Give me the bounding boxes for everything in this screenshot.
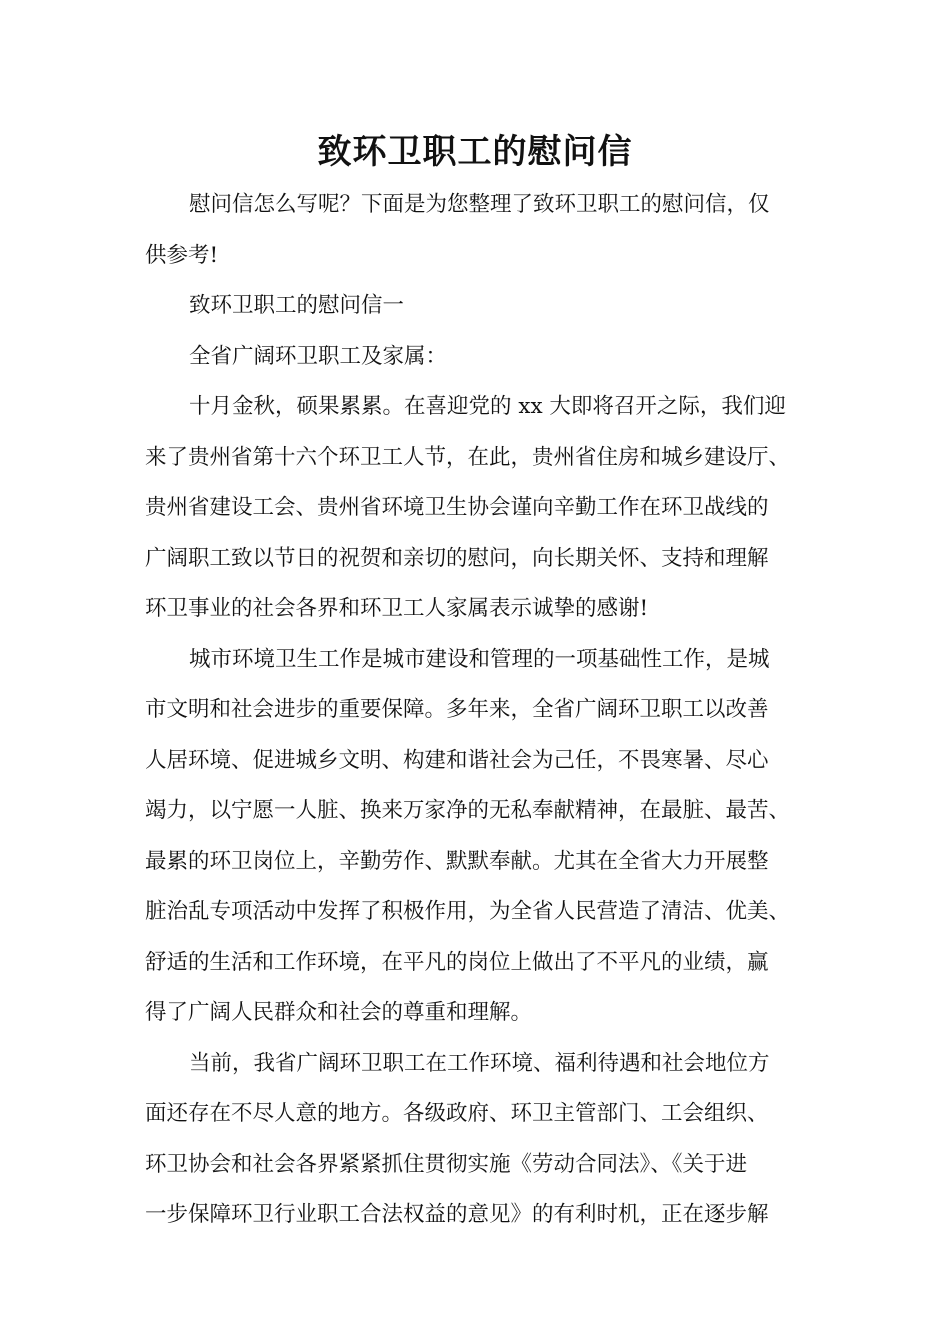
text-line: 人居环境、促进城乡文明、构建和谐社会为己任，不畏寒暑、尽心 (145, 747, 769, 773)
text-line: 十月金秋，硕果累累。在喜迎党的 xx 大即将召开之际，我们迎 (189, 394, 786, 419)
text-line: 来了贵州省第十六个环卫工人节，在此，贵州省住房和城乡建设厅、 (145, 444, 791, 470)
text-line: 竭力，以宁愿一人脏、换来万家净的无私奉献精神，在最脏、最苦、 (145, 798, 791, 823)
section-heading: 致环卫职工的慰问信一 (189, 293, 405, 318)
text-line: 一步保障环卫行业职工合法权益的意见》的有利时机，正在逐步解 (145, 1202, 769, 1227)
text-line: 得了广阔人民群众和社会的尊重和理解。 (145, 1000, 533, 1025)
text-line: 慰问信怎么写呢？下面是为您整理了致环卫职工的慰问信，仅 (189, 192, 770, 217)
salutation: 全省广阔环卫职工及家属： (189, 343, 448, 369)
text-line: 最累的环卫岗位上，辛勤劳作、默默奉献。尤其在全省大力开展整 (145, 848, 769, 874)
text-line: 当前，我省广阔环卫职工在工作环境、福利待遇和社会地位方 (189, 1050, 770, 1076)
text-line: 环卫协会和社会各界紧紧抓住贯彻实施《劳动合同法》、《关于进 (145, 1151, 748, 1177)
text-line: 市文明和社会进步的重要保障。多年来，全省广阔环卫职工以改善 (145, 697, 769, 722)
text-line: 脏治乱专项活动中发挥了积极作用，为全省人民营造了清洁、优美、 (145, 899, 791, 924)
text-line: 环卫事业的社会各界和环卫工人家属表示诚挚的感谢! (145, 596, 649, 621)
text-line: 广阔职工致以节日的祝贺和亲切的慰问，向长期关怀、支持和理解 (145, 545, 769, 571)
document-title: 致环卫职工的慰问信 (317, 132, 633, 172)
document-body (145, 180, 825, 1241)
text-line: 城市环境卫生工作是城市建设和管理的一项基础性工作，是城 (189, 646, 770, 672)
text-line: 舒适的生活和工作环境，在平凡的岗位上做出了不平凡的业绩，赢 (145, 949, 769, 975)
text-line: 面还存在不尽人意的地方。各级政府、环卫主管部门、工会组织、 (145, 1101, 769, 1126)
text-line: 供参考! (145, 242, 219, 268)
text-line: 贵州省建设工会、贵州省环境卫生协会谨向辛勤工作在环卫战线的 (145, 495, 769, 520)
